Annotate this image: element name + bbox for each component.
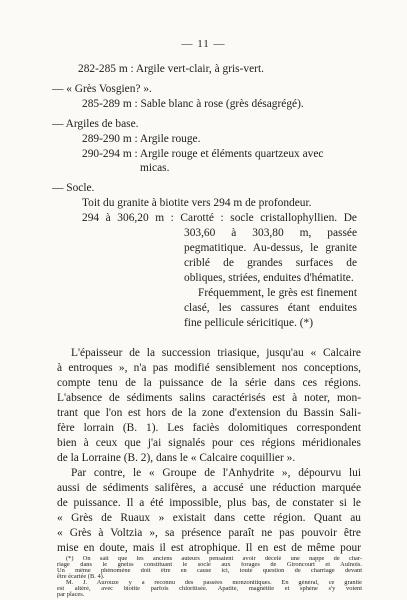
socle-line: fine pellicule séricitique. (*) xyxy=(184,317,314,329)
body-line: fère lorrain (B. 1). Les faciès dolomitiques correspondent xyxy=(57,422,361,434)
socle-line: 303,60 à 303,80 m, passée xyxy=(184,227,357,239)
section-heading-socle: — Socle. xyxy=(52,182,95,194)
socle-line: Toit du granite à biotite vers 294 m de profondeur. xyxy=(82,197,312,209)
body-line: compte tenu de la puissance de la série dans ces régions. xyxy=(57,377,361,389)
body-line: de la Lorraine (B. 2), dans le « Calcaire coquillier ». xyxy=(57,452,296,464)
body-line: Par contre, le « Groupe de l'Anhydrite », dépourvu lui xyxy=(71,467,361,479)
body-line: L'épaisseur de la succession triasique, jusqu'au « Calcaire xyxy=(71,347,361,359)
footnote-line: est altéré, avec biotite parfois chloritisée. Apatite, magnétite et sphène s'y voient xyxy=(57,586,362,592)
layer-item: 290-294 m : Argile rouge et éléments quartzeux avec xyxy=(82,148,324,160)
page-number: — 11 — xyxy=(181,38,226,50)
layer-item-continuation: micas. xyxy=(140,162,170,174)
socle-line: obliques, striées, enduites d'hématite. xyxy=(184,272,354,284)
socle-line: criblé de grandes surfaces de xyxy=(184,257,357,269)
body-line: mise en doute, mais il est atrophique. Il en est de même pour xyxy=(57,542,361,554)
section-heading-gres-vosgien: — « Grès Vosgien? ». xyxy=(52,83,152,95)
layer-item: 285-289 m : Sable blanc à rose (grès désagrégé). xyxy=(82,98,304,110)
socle-line: 294 à 306,20 m : Carotté : socle cristallophyllien. De xyxy=(82,212,357,224)
socle-line: pegmatitique. Au-dessus, le granite xyxy=(184,242,357,254)
footnote-line: M. J. Aurouze y a reconnu des passées monzonitiques. En général, ce granite xyxy=(66,580,362,586)
footnote-line: Un même phénomène doit être en cause ici, toute question de charriage devant xyxy=(57,568,362,574)
body-line: « Grès à Voltzia », sa présence paraît ne pas pouvoir être xyxy=(57,527,361,539)
body-line: « Grès de Ruaux » existait dans cette région. Quant au xyxy=(57,512,361,524)
body-line: trant que l'on est hors de la zone d'extension du Bassin Sali- xyxy=(57,407,361,419)
footnote-line: (*) On sait que les anciens auteurs pensaient avoir décelé une nappe de char- xyxy=(66,556,362,562)
layer-item: 282-285 m : Argile vert-clair, à gris-vert. xyxy=(78,63,264,75)
body-line: L'absence de sédiments salins caractérisés est à noter, mon- xyxy=(57,392,361,404)
footnote-line: riage dans le gneiss constituant le socle aux forages de Gironcourt et Aulnois. xyxy=(57,562,362,568)
footnote-line: être écartée (B. 4). xyxy=(57,573,105,580)
socle-line: Fréquemment, le grès est finement xyxy=(198,287,357,299)
socle-line: clasé, les cassures étant enduites xyxy=(184,302,357,314)
body-line: de puissance. Il a été impossible, plus bas, de constater si le xyxy=(57,497,361,509)
layer-item: 289-290 m : Argile rouge. xyxy=(82,133,201,145)
body-line: bien à ceux que j'ai signalés pour ces régions méridionales xyxy=(57,437,361,449)
body-line: à entroques », n'a pas modifié sensiblement nos conceptions, xyxy=(57,362,361,374)
footnote-line: par places. xyxy=(57,591,85,598)
section-heading-argiles: — Argiles de base. xyxy=(52,118,139,130)
body-line: aussi de sédiments salifères, a accusé une réduction marquée xyxy=(57,482,361,494)
